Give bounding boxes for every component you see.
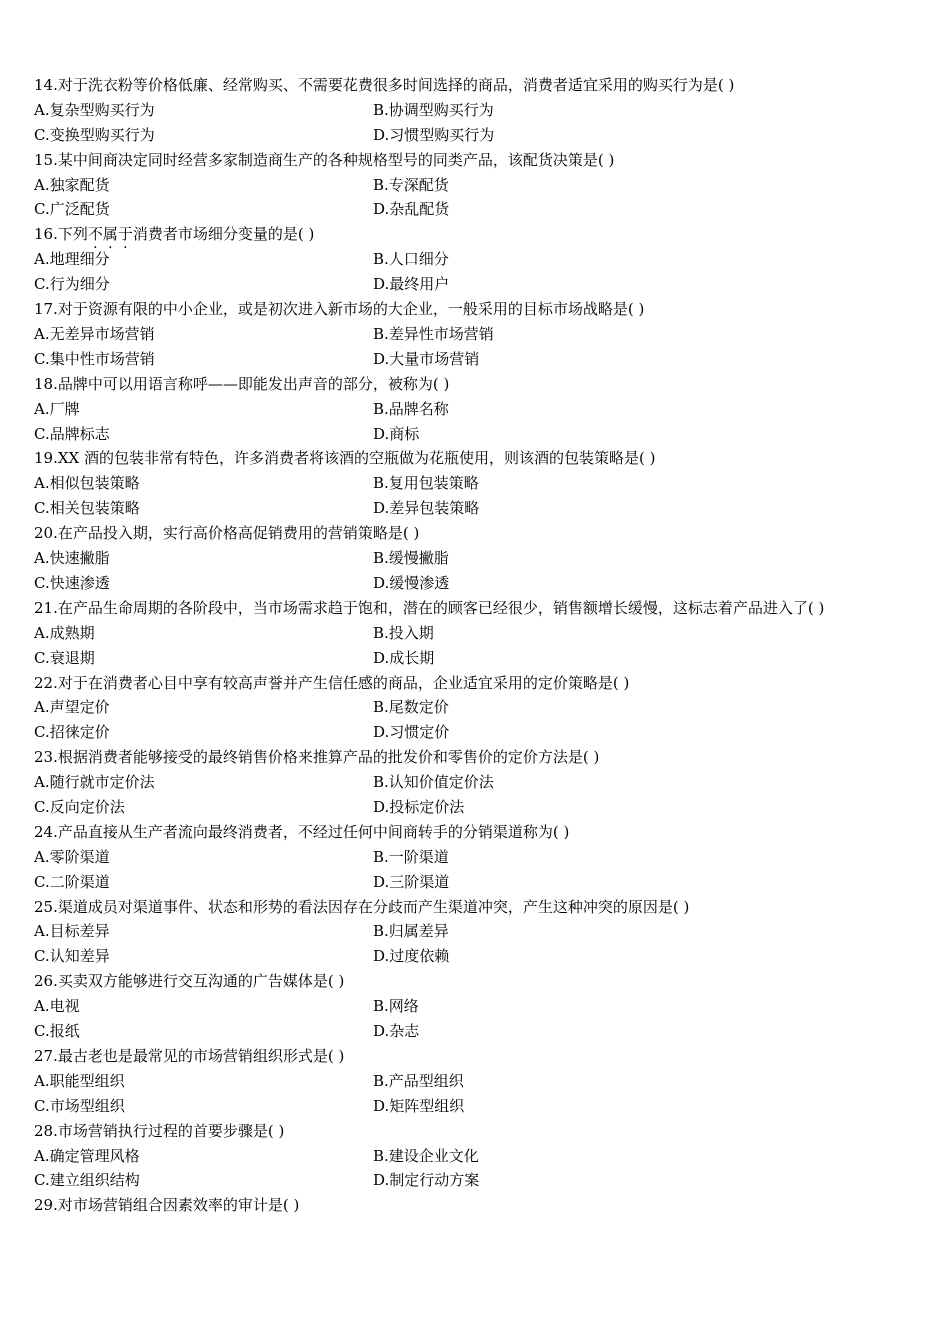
option-b: B.品牌名称: [373, 399, 449, 418]
question-stem: 17.对于资源有限的中小企业，或是初次进入新市场的大企业，一般采用的目标市场战略是( ): [34, 300, 645, 319]
option-b: B.缓慢撇脂: [373, 549, 449, 568]
question-20: [34, 521, 894, 596]
option-a: A.零阶渠道: [34, 847, 110, 866]
options-row: [34, 1168, 894, 1193]
option-d: D.习惯型购买行为: [373, 125, 495, 144]
option-b: B.产品型组织: [373, 1071, 464, 1090]
option-c: C.集中性市场营销: [34, 349, 155, 368]
options-row: [34, 646, 894, 671]
stem-suffix: 消费者市场细分变量的是( ): [132, 225, 315, 244]
option-d: D.习惯定价: [373, 723, 450, 742]
question-stem: 21.在产品生命周期的各阶段中，当市场需求趋于饱和，潜在的顾客已经很少，销售额增长缓慢，这标志着产品进入了( ): [34, 598, 825, 617]
option-b: B.差异性市场营销: [373, 324, 494, 343]
option-a: A.随行就市定价法: [34, 773, 155, 792]
options-row: [34, 720, 894, 745]
question-stem: 26.买卖双方能够进行交互沟通的广告媒体是( ): [34, 972, 345, 991]
option-c: C.相关包装策略: [34, 499, 140, 518]
option-c: C.认知差异: [34, 947, 110, 966]
options-row: [34, 1019, 894, 1044]
options-row: [34, 1094, 894, 1119]
option-d: D.制定行动方案: [373, 1171, 480, 1190]
option-d: D.大量市场营销: [373, 349, 480, 368]
option-a: A.目标差异: [34, 922, 110, 941]
question-stem: 14.对于洗衣粉等价格低廉、经常购买、不需要花费很多时间选择的商品，消费者适宜采用的购买行为是( ): [34, 76, 735, 94]
question-stem: 24.产品直接从生产者流向最终消费者，不经过任何中间商转手的分销渠道称为( ): [34, 822, 570, 841]
options-row: [34, 272, 894, 297]
options-row: [34, 496, 894, 521]
question-stem: 29.对市场营销组合因素效率的审计是( ): [34, 1196, 300, 1215]
option-a: A.电视: [34, 997, 80, 1016]
question-stem: 20.在产品投入期，实行高价格高促销费用的营销策略是( ): [34, 524, 420, 543]
options-row: [34, 397, 894, 422]
question-21: [34, 596, 894, 671]
emph-char: 属: [102, 225, 118, 244]
options-row: [34, 197, 894, 222]
question-18: [34, 372, 894, 447]
option-c: C.二阶渠道: [34, 872, 110, 891]
options-row: [34, 695, 894, 720]
option-c: C.行为细分: [34, 275, 110, 294]
option-a: A.厂牌: [34, 399, 80, 418]
options-row: [34, 173, 894, 198]
option-b: B.归属差异: [373, 922, 449, 941]
option-b: B.网络: [373, 997, 419, 1016]
options-row: [34, 845, 894, 870]
question-stem: 23.根据消费者能够接受的最终销售价格来推算产品的批发价和零售价的定价方法是( ): [34, 748, 600, 767]
options-row: [34, 98, 894, 123]
options-row: [34, 123, 894, 148]
option-d: D.矩阵型组织: [373, 1096, 465, 1115]
question-19: [34, 446, 894, 521]
options-row: [34, 1144, 894, 1169]
options-row: [34, 994, 894, 1019]
question-stem: 28.市场营销执行过程的首要步骤是( ): [34, 1121, 285, 1140]
option-d: D.三阶渠道: [373, 872, 450, 891]
option-a: A.独家配货: [34, 175, 110, 194]
options-row: [34, 471, 894, 496]
option-b: B.投入期: [373, 623, 434, 642]
question-26: [34, 969, 894, 1044]
options-row: [34, 919, 894, 944]
options-row: [34, 546, 894, 571]
option-a: A.相似包装策略: [34, 474, 140, 493]
question-stem: [34, 222, 894, 247]
question-29: [34, 1193, 894, 1218]
options-row: [34, 944, 894, 969]
option-d: D.投标定价法: [373, 797, 465, 816]
question-stem: 15.某中间商决定同时经营多家制造商生产的各种规格型号的同类产品，该配货决策是( ): [34, 150, 615, 169]
question-25: [34, 895, 894, 970]
question-24: [34, 820, 894, 895]
question-stem: 22.对于在消费者心目中享有较高声誉并产生信任感的商品，企业适宜采用的定价策略是( ): [34, 673, 630, 692]
option-b: B.建设企业文化: [373, 1146, 479, 1165]
option-b: B.协调型购买行为: [373, 100, 494, 119]
option-c: C.市场型组织: [34, 1096, 125, 1115]
option-c: C.品牌标志: [34, 424, 110, 443]
options-row: [34, 621, 894, 646]
option-b: B.一阶渠道: [373, 847, 449, 866]
option-c: C.反向定价法: [34, 797, 125, 816]
option-a: A.确定管理风格: [34, 1146, 140, 1165]
options-row: [34, 247, 894, 272]
option-d: D.缓慢渗透: [373, 573, 450, 592]
stem-prefix: 16.下列: [34, 225, 88, 244]
question-23: [34, 745, 894, 820]
option-b: B.认知价值定价法: [373, 773, 494, 792]
option-d: D.杂乱配货: [373, 200, 450, 219]
option-c: C.衰退期: [34, 648, 95, 667]
option-a: A.地理细分: [34, 250, 110, 269]
option-d: D.最终用户: [373, 275, 450, 294]
option-c: C.建立组织结构: [34, 1171, 140, 1190]
option-a: A.声望定价: [34, 698, 110, 717]
options-row: [34, 870, 894, 895]
option-c: C.报纸: [34, 1022, 80, 1041]
option-d: D.杂志: [373, 1022, 420, 1041]
question-stem: 19.XX 酒的包装非常有特色，许多消费者将该酒的空瓶做为花瓶使用，则该酒的包装策略是( ): [34, 449, 656, 468]
option-a: A.无差异市场营销: [34, 324, 155, 343]
options-row: [34, 347, 894, 372]
emph-char: 不: [87, 225, 103, 244]
options-row: [34, 770, 894, 795]
option-d: D.差异包装策略: [373, 499, 480, 518]
emph-char: 于: [117, 225, 133, 244]
option-b: B.复用包装策略: [373, 474, 479, 493]
option-b: B.专深配货: [373, 175, 449, 194]
question-15: [34, 148, 894, 223]
option-b: B.人口细分: [373, 250, 449, 269]
exam-page: [34, 73, 894, 1218]
option-d: D.成长期: [373, 648, 435, 667]
option-d: D.商标: [373, 424, 420, 443]
question-22: [34, 671, 894, 746]
option-c: C.快速渗透: [34, 573, 110, 592]
question-14: [34, 73, 894, 148]
options-row: [34, 571, 894, 596]
question-stem: 18.品牌中可以用语言称呼——即能发出声音的部分，被称为( ): [34, 374, 450, 393]
option-c: C.招徕定价: [34, 723, 110, 742]
option-d: D.过度依赖: [373, 947, 450, 966]
question-17: [34, 297, 894, 372]
question-stem: 27.最古老也是最常见的市场营销组织形式是( ): [34, 1046, 345, 1065]
option-a: A.成熟期: [34, 623, 95, 642]
option-a: A.快速撇脂: [34, 549, 110, 568]
question-stem: 25.渠道成员对渠道事件、状态和形势的看法因存在分歧而产生渠道冲突，产生这种冲突的原因是( ): [34, 897, 690, 916]
options-row: [34, 422, 894, 447]
question-28: [34, 1119, 894, 1194]
options-row: [34, 1069, 894, 1094]
question-16: [34, 222, 894, 297]
option-c: C.变换型购买行为: [34, 125, 155, 144]
options-row: [34, 795, 894, 820]
option-b: B.尾数定价: [373, 698, 449, 717]
options-row: [34, 322, 894, 347]
option-a: A.职能型组织: [34, 1071, 125, 1090]
option-c: C.广泛配货: [34, 200, 110, 219]
option-a: A.复杂型购买行为: [34, 100, 155, 119]
emphasized-text: [88, 225, 133, 243]
question-27: [34, 1044, 894, 1119]
